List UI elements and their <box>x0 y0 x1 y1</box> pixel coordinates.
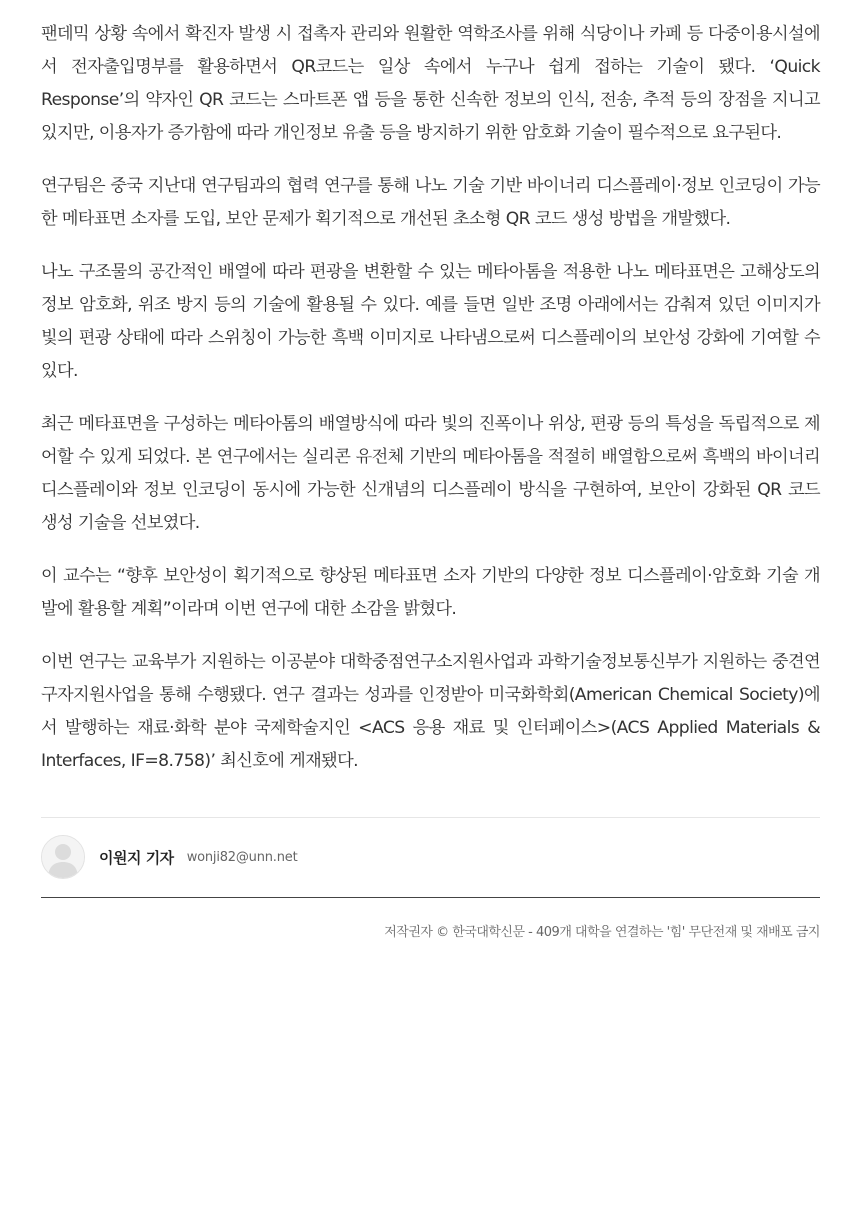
reporter-avatar[interactable] <box>41 835 85 879</box>
article-paragraph: 최근 메타표면을 구성하는 메타아톰의 배열방식에 따라 빛의 진폭이나 위상, 편광 등의 특성을 독립적으로 제어할 수 있게 되었다. 본 연구에서는 실리콘 유전체 기반의 메타아톰을 적절히 배열함으로써 흑백의 바이너리 디스플레이와 정보 인코딩이 동시에 가능한 신개념의 디스플레이 방식을 구현하여, 보안이 강화된 QR 코드 생성 기술을 선보였다. <box>41 414 820 533</box>
article-paragraph: 팬데믹 상황 속에서 확진자 발생 시 접촉자 관리와 원활한 역학조사를 위해 식당이나 카페 등 다중이용시설에서 전자출입명부를 활용하면서 QR코드는 일상 속에서 누구나 쉽게 접하는 기술이 됐다. ‘Quick Response’의 약자인 QR 코드는 스마트폰 앱 등을 통한 신속한 정보의 인식, 전송, 추적 등의 장점을 지니고 있지만, 이용자가 증가함에 따라 개인정보 유출 등을 방지하기 위한 암호화 기술이 필수적으로 요구된다. <box>41 24 820 143</box>
article-body <box>41 18 820 798</box>
article-paragraph: 연구팀은 중국 지난대 연구팀과의 협력 연구를 통해 나노 기술 기반 바이너리 디스플레이·정보 인코딩이 가능한 메타표면 소자를 도입, 보안 문제가 획기적으로 개선된 초소형 QR 코드 생성 방법을 개발했다. <box>41 176 820 229</box>
reporter-email[interactable]: wonji82@unn.net <box>186 849 298 865</box>
user-silhouette-icon <box>42 836 84 878</box>
reporter-byline <box>41 835 820 879</box>
article-paragraph: 나노 구조물의 공간적인 배열에 따라 편광을 변환할 수 있는 메타아톰을 적용한 나노 메타표면은 고해상도의 정보 암호화, 위조 방지 등의 기술에 활용될 수 있다. 예를 들면 일반 조명 아래에서는 감춰져 있던 이미지가 빛의 편광 상태에 따라 스위칭이 가능한 흑백 이미지로 나타냄으로써 디스플레이의 보안성 강화에 기여할 수 있다. <box>41 262 820 381</box>
copyright-notice: 저작권자 © 한국대학신문 - 409개 대학을 연결하는 '힘' 무단전재 및 재배포 금지 <box>384 925 820 940</box>
byline-divider <box>41 817 820 818</box>
article-paragraph: 이번 연구는 교육부가 지원하는 이공분야 대학중점연구소지원사업과 과학기술정보통신부가 지원하는 중견연구자지원사업을 통해 수행됐다. 연구 결과는 성과를 인정받아 미국화학회(American Chemical Society)에서 발행하는 재료·화학 분야 국제학술지인 <ACS 응용 재료 및 인터페이스>(ACS Applied Materials & Interfaces, IF=8.758)’ 최신호에 게재됐다. <box>41 652 820 771</box>
article-paragraph: 이 교수는 “향후 보안성이 획기적으로 향상된 메타표면 소자 기반의 다양한 정보 디스플레이·암호화 기술 개발에 활용할 계획”이라며 이번 연구에 대한 소감을 밝혔다. <box>41 566 820 619</box>
reporter-name[interactable]: 이원지 기자 <box>99 848 174 867</box>
footer-divider <box>41 897 820 898</box>
